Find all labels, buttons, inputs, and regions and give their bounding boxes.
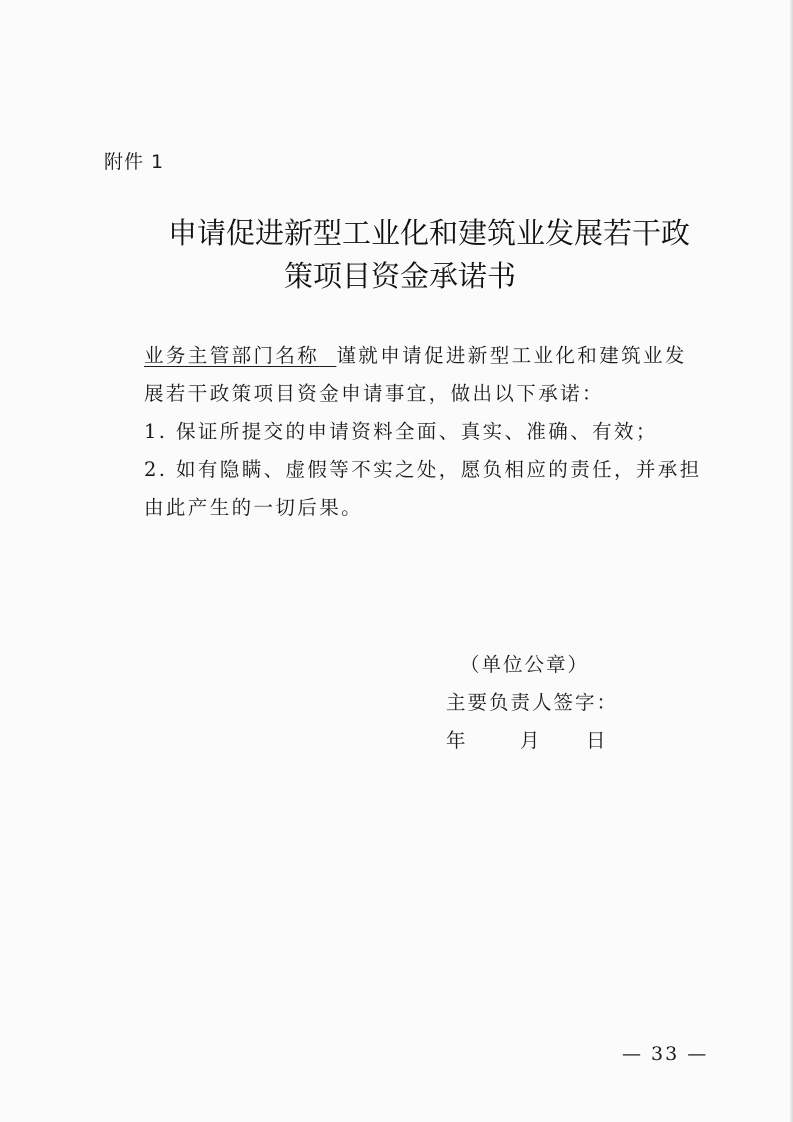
date-year: 年 [446, 729, 468, 752]
commitment-item-1: 1. 保证所提交的申请资料全面、真实、准确、有效； [144, 420, 658, 443]
title-line-1: 申请促进新型工业化和建筑业发展若干政 [168, 216, 691, 250]
commitment-body [104, 337, 704, 527]
dept-name-blank: 业务主管部门名称 [144, 344, 320, 367]
page-number: — 33 — [622, 1043, 709, 1065]
commitment-item-2: 2. 如有隐瞒、虚假等不实之处，愿负相应的责任，并承担由此产生的一切后果。 [144, 458, 702, 519]
unit-seal-label: （单位公章） [460, 653, 590, 676]
title-line-2: 策项目资金承诺书 [284, 259, 517, 293]
attachment-label: 附件 1 [104, 151, 165, 173]
date-month: 月 [520, 729, 542, 752]
intro-text: 谨就申请促进新型工业化和建筑业发展若干政策项目资金申请事宜，做出以下承诺： [144, 344, 687, 405]
date-row [446, 722, 618, 760]
signature-block [446, 646, 618, 760]
date-day: 日 [586, 729, 608, 752]
document-title [120, 212, 740, 298]
signer-label: 主要负责人签字： [446, 691, 619, 714]
intro-paragraph [104, 337, 704, 413]
